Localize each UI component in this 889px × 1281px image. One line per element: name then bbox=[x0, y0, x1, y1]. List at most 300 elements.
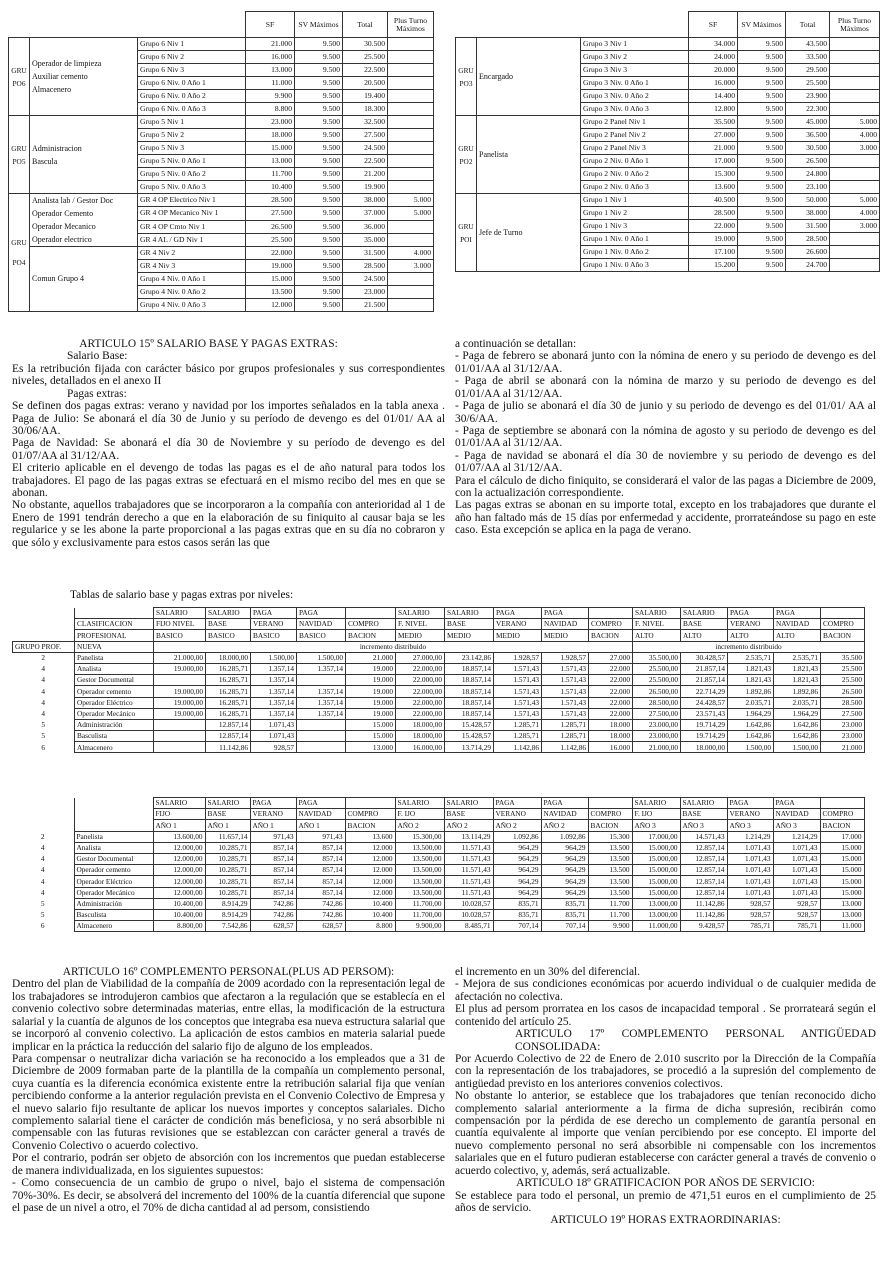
amount-cell bbox=[388, 129, 434, 142]
amount-cell: 9.500 bbox=[738, 38, 786, 51]
amount-cell: 8.800,00 bbox=[153, 921, 205, 932]
column-header: COMPRO bbox=[820, 809, 864, 820]
amount-cell: 16.285,71 bbox=[206, 708, 251, 719]
column-header: COMPRO bbox=[346, 619, 396, 630]
amount-cell: 50.000 bbox=[786, 194, 830, 207]
amount-cell: 25.500 bbox=[343, 51, 388, 64]
amount-cell: 12.857,14 bbox=[680, 865, 727, 876]
amount-cell: 19.900 bbox=[343, 181, 388, 194]
amount-cell: 15.300 bbox=[588, 831, 632, 842]
amount-cell: 19.400 bbox=[343, 90, 388, 103]
amount-cell: 36.500 bbox=[786, 129, 830, 142]
amount-cell: 13.000,00 bbox=[632, 909, 680, 920]
amount-cell: 9.500 bbox=[738, 181, 786, 194]
amount-cell: 19.000 bbox=[346, 708, 396, 719]
column-header: VERANO bbox=[727, 809, 773, 820]
amount-cell: 1.500,00 bbox=[728, 742, 774, 753]
amount-cell: 928,57 bbox=[773, 909, 820, 920]
amount-cell: 40.500 bbox=[689, 194, 738, 207]
amount-cell: 8.800 bbox=[345, 921, 395, 932]
amount-cell: 24.800 bbox=[786, 168, 830, 181]
amount-cell: 9.500 bbox=[295, 233, 343, 246]
column-header: BASE bbox=[444, 809, 493, 820]
group-number: 2 bbox=[13, 652, 75, 663]
amount-cell: 22.300 bbox=[786, 103, 830, 116]
amount-cell: 12.857,14 bbox=[206, 731, 251, 742]
amount-cell: 9.500 bbox=[738, 77, 786, 90]
column-header: ALTO bbox=[681, 630, 728, 641]
column-header: ALTO bbox=[774, 630, 821, 641]
job-name: Gestor Documental bbox=[75, 675, 154, 686]
amount-cell: 1.357,14 bbox=[297, 708, 346, 719]
amount-cell: 928,57 bbox=[727, 909, 773, 920]
amount-cell: 45.000 bbox=[786, 116, 830, 129]
amount-cell: 8.800 bbox=[246, 103, 295, 116]
amount-cell: 9.500 bbox=[295, 273, 343, 286]
amount-cell: 16.000 bbox=[246, 51, 295, 64]
amount-cell bbox=[388, 181, 434, 194]
header-row bbox=[13, 630, 865, 641]
amount-cell: 18.000,00 bbox=[396, 731, 445, 742]
column-header: SALARIO bbox=[153, 798, 205, 809]
amount-cell: 9.500 bbox=[738, 64, 786, 77]
amount-cell: 14.400 bbox=[689, 90, 738, 103]
group-number: 4 bbox=[13, 675, 75, 686]
header-row bbox=[12, 809, 864, 820]
amount-cell: 23.900 bbox=[786, 90, 830, 103]
column-header bbox=[345, 798, 395, 809]
column-header: FIJO bbox=[153, 809, 205, 820]
amount-cell: 15.000 bbox=[346, 719, 396, 730]
amount-cell: 9.500 bbox=[295, 181, 343, 194]
table-row bbox=[13, 719, 865, 730]
paragraph: No obstante lo anterior, se establece que los trabajadores que tenían reconocido dicho complemento salarial anteriormente a la firma de dicha supresión, recibirán como compensación por la pérdida de ese derecho un complemento de garantía personal en cuantía equivalente al importe que venían percibiendo por ese concepto. El importe del nuevo complemento personal no será absorbible ni compensable con los incrementos salariales que en el futuro pudieran establecerse con carácter general a través de convenio o acuerdo colectivo, y, además, será actualizable. bbox=[455, 1090, 876, 1177]
salary-years-table bbox=[12, 797, 865, 932]
amount-cell: 9.500 bbox=[738, 142, 786, 155]
amount-cell: 9.500 bbox=[295, 116, 343, 129]
column-header: BASE bbox=[445, 619, 494, 630]
description-line: Operador Mecanico bbox=[32, 222, 96, 231]
level-name: GR 4 OP Electrico Niv 1 bbox=[138, 194, 246, 207]
header-row bbox=[12, 820, 864, 831]
amount-cell: 857,14 bbox=[250, 876, 296, 887]
amount-cell: 1.071,43 bbox=[773, 865, 820, 876]
amount-cell: 17.000,00 bbox=[632, 831, 680, 842]
amount-cell: 835,71 bbox=[541, 909, 588, 920]
amount-cell bbox=[388, 64, 434, 77]
column-header: VERANO bbox=[251, 619, 297, 630]
amount-cell: 17.000 bbox=[820, 831, 864, 842]
job-name: Operador Mecánico bbox=[74, 887, 153, 898]
amount-cell: 9.500 bbox=[295, 299, 343, 312]
job-name: Administración bbox=[75, 719, 154, 730]
amount-cell: 928,57 bbox=[773, 898, 820, 909]
amount-cell: 785,71 bbox=[773, 921, 820, 932]
level-name: Grupo 3 Niv. 0 Año 3 bbox=[581, 103, 689, 116]
nueva-header: NUEVA bbox=[75, 641, 154, 652]
paragraph: Para el cálculo de dicho finiquito, se considerará el valor de las pagas a Diciembre de 2009, con la actualización correspondiente. bbox=[455, 474, 876, 500]
amount-cell: 12.000,00 bbox=[153, 876, 205, 887]
amount-cell: 13.000 bbox=[346, 742, 396, 753]
column-header: NAVIDAD bbox=[774, 619, 821, 630]
amount-cell: 27.500 bbox=[246, 207, 295, 220]
column-header bbox=[13, 630, 75, 641]
group-description bbox=[30, 116, 138, 194]
amount-cell: 18.300 bbox=[343, 103, 388, 116]
amount-cell: 964,29 bbox=[541, 865, 588, 876]
amount-cell: 9.500 bbox=[295, 90, 343, 103]
column-header: AÑO 2 bbox=[493, 820, 541, 831]
paragraph: - Paga de febrero se abonará junto con la nómina de enero y su periodo de devengo es del 01/01/AA al 31/12/AA. bbox=[455, 350, 876, 375]
paragraph: - Mejora de sus condiciones económicas por acuerdo individual o de cualquier medida de afectación no colectiva. bbox=[455, 978, 876, 1003]
level-name: Grupo 1 Niv 2 bbox=[581, 207, 689, 220]
amount-cell: 19.000 bbox=[346, 675, 396, 686]
amount-cell: 12.000,00 bbox=[153, 853, 205, 864]
amount-cell: 18.857,14 bbox=[445, 708, 494, 719]
amount-cell bbox=[154, 742, 206, 753]
column-header: SALARIO bbox=[444, 798, 493, 809]
group-number: 4 bbox=[13, 708, 75, 719]
amount-cell: 4.000 bbox=[388, 247, 434, 260]
amount-cell: 1.071,43 bbox=[773, 876, 820, 887]
level-name: Grupo 6 Niv. 0 Año 3 bbox=[138, 103, 246, 116]
column-header: AÑO 3 bbox=[632, 820, 680, 831]
amount-cell: 23.000,00 bbox=[633, 719, 681, 730]
amount-cell: 23.000 bbox=[821, 731, 865, 742]
amount-cell: 11.142,86 bbox=[680, 909, 727, 920]
column-header: BACION bbox=[588, 820, 632, 831]
level-name: Grupo 2 Panel Niv 1 bbox=[581, 116, 689, 129]
amount-cell: 22.000,00 bbox=[396, 675, 445, 686]
amount-cell: 971,43 bbox=[296, 831, 345, 842]
amount-cell: 15.428,57 bbox=[445, 719, 494, 730]
amount-cell: 11.700,00 bbox=[395, 909, 444, 920]
amount-cell: 24.000 bbox=[689, 51, 738, 64]
amount-cell: 11.700 bbox=[246, 168, 295, 181]
amount-cell: 628,57 bbox=[250, 921, 296, 932]
group-number: 5 bbox=[13, 719, 75, 730]
amount-cell: 1.928,57 bbox=[542, 652, 589, 663]
job-name: Almacenero bbox=[74, 921, 153, 932]
group-number: 4 bbox=[12, 865, 74, 876]
amount-cell: 35.000 bbox=[343, 233, 388, 246]
amount-cell bbox=[388, 142, 434, 155]
column-header: SALARIO bbox=[395, 798, 444, 809]
column-header: SV Máximos bbox=[738, 12, 786, 38]
level-name: Grupo 3 Niv 2 bbox=[581, 51, 689, 64]
amount-cell: 28.500 bbox=[689, 207, 738, 220]
amount-cell: 12.857,14 bbox=[680, 853, 727, 864]
paragraph: - Paga de julio se abonará el día 30 de junio y su periodo de devengo es del 01/01/ AA al 30/6/AA. bbox=[455, 400, 876, 425]
job-name: Analista bbox=[75, 663, 154, 674]
amount-cell: 16.000 bbox=[689, 77, 738, 90]
amount-cell: 25.500,00 bbox=[633, 663, 681, 674]
amount-cell: 9.500 bbox=[738, 90, 786, 103]
column-header: FIJO NIVEL bbox=[154, 619, 206, 630]
paragraph: Por Acuerdo Colectivo de 22 de Enero de 2.010 suscrito por la Dirección de la Compañía con la representación de los trabajadores, se procedió a la supresión del complemento de antigüedad previsto en los anteriores convenios colectivos. bbox=[455, 1052, 876, 1090]
table-row bbox=[456, 194, 880, 207]
amount-cell: 36.000 bbox=[343, 220, 388, 233]
column-header: AÑO 3 bbox=[773, 820, 820, 831]
amount-cell: 1.071,43 bbox=[727, 876, 773, 887]
amount-cell: 1.571,43 bbox=[494, 675, 542, 686]
blank-cell bbox=[456, 12, 689, 38]
amount-cell bbox=[154, 719, 206, 730]
amount-cell bbox=[830, 181, 880, 194]
amount-cell: 857,14 bbox=[296, 853, 345, 864]
level-name: GR 4 Niv 2 bbox=[138, 247, 246, 260]
amount-cell bbox=[830, 168, 880, 181]
amount-cell bbox=[388, 77, 434, 90]
amount-cell: 9.500 bbox=[295, 155, 343, 168]
amount-cell: 13.500,00 bbox=[395, 865, 444, 876]
amount-cell: 857,14 bbox=[250, 887, 296, 898]
table-row bbox=[12, 831, 864, 842]
description-line: Auxiliar cemento bbox=[32, 72, 88, 81]
description-line: Analista lab / Gestor Doc bbox=[32, 196, 114, 205]
amount-cell: 13.000 bbox=[246, 155, 295, 168]
amount-cell bbox=[388, 220, 434, 233]
group-number: 5 bbox=[13, 731, 75, 742]
amount-cell: 15.000 bbox=[246, 142, 295, 155]
amount-cell: 27.000,00 bbox=[396, 652, 445, 663]
amount-cell bbox=[830, 103, 880, 116]
job-name: Operador Mecánico bbox=[75, 708, 154, 719]
salary-table-groups-6-5-4 bbox=[8, 11, 434, 312]
amount-cell: 9.500 bbox=[738, 103, 786, 116]
amount-cell: 22.500 bbox=[343, 155, 388, 168]
amount-cell: 21.500 bbox=[343, 299, 388, 312]
amount-cell: 19.000 bbox=[689, 233, 738, 246]
amount-cell: 13.500 bbox=[588, 887, 632, 898]
level-name: GR 4 OP Mecanico Niv 1 bbox=[138, 207, 246, 220]
amount-cell: 1.285,71 bbox=[542, 719, 589, 730]
group-label: GRUPO4 bbox=[9, 194, 30, 312]
amount-cell: 19.714,29 bbox=[681, 731, 728, 742]
amount-cell: 15.000 bbox=[820, 853, 864, 864]
column-header: BASICO bbox=[154, 630, 206, 641]
paragraph: a continuación se detallan: bbox=[455, 338, 577, 350]
amount-cell: 1.071,43 bbox=[727, 842, 773, 853]
article-15-left bbox=[12, 338, 445, 549]
amount-cell: 1.964,29 bbox=[728, 708, 774, 719]
amount-cell: 707,14 bbox=[541, 921, 588, 932]
amount-cell: 15.300 bbox=[689, 168, 738, 181]
amount-cell: 2.035,71 bbox=[774, 697, 821, 708]
amount-cell bbox=[297, 675, 346, 686]
column-header bbox=[346, 608, 396, 619]
column-header: VERANO bbox=[493, 809, 541, 820]
amount-cell: 2.035,71 bbox=[728, 697, 774, 708]
group-label: GRUPO5 bbox=[9, 116, 30, 194]
column-header: BACION bbox=[821, 630, 865, 641]
amount-cell: 1.357,14 bbox=[297, 663, 346, 674]
amount-cell: 1.071,43 bbox=[727, 865, 773, 876]
level-name: Grupo 2 Niv. 0 Año 1 bbox=[581, 155, 689, 168]
amount-cell: 23.571,43 bbox=[681, 708, 728, 719]
group-label: GRUPO3 bbox=[456, 38, 477, 116]
amount-cell: 20.500 bbox=[343, 77, 388, 90]
amount-cell bbox=[830, 233, 880, 246]
amount-cell: 835,71 bbox=[493, 898, 541, 909]
level-name: Grupo 6 Niv 1 bbox=[138, 38, 246, 51]
column-header: SV Máximos bbox=[295, 12, 343, 38]
amount-cell: 15.000 bbox=[820, 876, 864, 887]
amount-cell: 1.071,43 bbox=[251, 719, 297, 730]
amount-cell: 9.900 bbox=[246, 90, 295, 103]
column-header: BASE bbox=[205, 809, 250, 820]
column-header bbox=[74, 798, 153, 809]
amount-cell: 13.714,29 bbox=[445, 742, 494, 753]
amount-cell: 37.000 bbox=[343, 207, 388, 220]
amount-cell bbox=[388, 103, 434, 116]
column-header: SALARIO bbox=[396, 608, 445, 619]
amount-cell: 22.000,00 bbox=[396, 663, 445, 674]
table-row bbox=[456, 38, 880, 51]
amount-cell: 12.000 bbox=[345, 887, 395, 898]
amount-cell bbox=[388, 155, 434, 168]
amount-cell: 25.500,00 bbox=[633, 675, 681, 686]
column-header: F. IJO bbox=[632, 809, 680, 820]
column-header: BASICO bbox=[297, 630, 346, 641]
amount-cell: 1.357,14 bbox=[251, 686, 297, 697]
amount-cell: 9.500 bbox=[738, 129, 786, 142]
level-name: Grupo 5 Niv. 0 Año 3 bbox=[138, 181, 246, 194]
amount-cell: 15.000,00 bbox=[632, 865, 680, 876]
wide-tables-caption: Tablas de salario base y pagas extras por niveles: bbox=[70, 589, 294, 601]
amount-cell: 19.000 bbox=[346, 663, 396, 674]
amount-cell: 30.500 bbox=[786, 142, 830, 155]
column-header: PAGA bbox=[727, 798, 773, 809]
amount-cell: 3.000 bbox=[830, 142, 880, 155]
amount-cell: 9.500 bbox=[738, 246, 786, 259]
paragraph: - Paga de navidad se abonará el día 30 de noviembre y su periodo de devengo es del 01/07/AA al 31/12/AA. bbox=[455, 449, 876, 475]
amount-cell: 13.500 bbox=[588, 876, 632, 887]
amount-cell: 13.000,00 bbox=[632, 898, 680, 909]
amount-cell: 29.500 bbox=[786, 64, 830, 77]
column-header: PAGA bbox=[774, 608, 821, 619]
amount-cell: 9.500 bbox=[738, 155, 786, 168]
amount-cell: 1.092,86 bbox=[541, 831, 588, 842]
amount-cell: 21.000 bbox=[246, 38, 295, 51]
column-header: AÑO 2 bbox=[395, 820, 444, 831]
amount-cell: 9.500 bbox=[738, 207, 786, 220]
column-header: NAVIDAD bbox=[542, 619, 589, 630]
amount-cell: 11.571,43 bbox=[444, 876, 493, 887]
amount-cell: 13.500,00 bbox=[395, 887, 444, 898]
article-15-right bbox=[455, 338, 876, 537]
amount-cell: 19.714,29 bbox=[681, 719, 728, 730]
amount-cell: 19.000 bbox=[346, 686, 396, 697]
amount-cell: 9.500 bbox=[295, 220, 343, 233]
amount-cell: 10.285,71 bbox=[205, 853, 250, 864]
table-row bbox=[12, 887, 864, 898]
amount-cell: 27.000 bbox=[689, 129, 738, 142]
column-header: AÑO 1 bbox=[250, 820, 296, 831]
paragraph: Por el contrario, podrán ser objeto de absorción con los incrementos que puedan establecerse de manera individualizada, en los siguientes supuestos: bbox=[12, 1152, 445, 1177]
column-header: BASE bbox=[680, 809, 727, 820]
paragraph: Paga de Navidad: Se abonará el día 30 de Noviembre y su período de devengo es del 01/07/AA al 31/12/AA. bbox=[12, 437, 445, 462]
amount-cell: 11.657,14 bbox=[205, 831, 250, 842]
amount-cell: 11.700 bbox=[588, 898, 632, 909]
amount-cell: 10.285,71 bbox=[205, 876, 250, 887]
article-16-title: ARTICULO 16º COMPLEMENTO PERSONAL(PLUS AD PERSOM): bbox=[62, 966, 395, 978]
table-row bbox=[9, 247, 434, 260]
group-description bbox=[30, 194, 138, 247]
amount-cell: 1.500,00 bbox=[774, 742, 821, 753]
column-header: Plus Turno Máximos bbox=[830, 12, 880, 38]
amount-cell: 19.000,00 bbox=[154, 708, 206, 719]
amount-cell: 16.285,71 bbox=[206, 675, 251, 686]
amount-cell: 18.000,00 bbox=[206, 652, 251, 663]
column-header: SALARIO bbox=[445, 608, 494, 619]
amount-cell bbox=[154, 731, 206, 742]
amount-cell: 857,14 bbox=[250, 853, 296, 864]
group-number: 5 bbox=[12, 898, 74, 909]
amount-cell: 12.000 bbox=[345, 865, 395, 876]
level-name: Grupo 1 Niv. 0 Año 3 bbox=[581, 259, 689, 272]
column-header: Plus Turno Máximos bbox=[388, 12, 434, 38]
amount-cell: 1.357,14 bbox=[297, 697, 346, 708]
amount-cell: 9.500 bbox=[738, 220, 786, 233]
amount-cell: 742,86 bbox=[250, 909, 296, 920]
amount-cell bbox=[388, 51, 434, 64]
amount-cell: 22.000 bbox=[246, 247, 295, 260]
amount-cell: 18.857,14 bbox=[445, 675, 494, 686]
amount-cell: 17.000 bbox=[689, 155, 738, 168]
amount-cell bbox=[154, 675, 206, 686]
column-header: Total bbox=[786, 12, 830, 38]
column-header bbox=[12, 798, 74, 809]
level-name: Grupo 4 Niv. 0 Año 1 bbox=[138, 273, 246, 286]
column-header bbox=[820, 798, 864, 809]
amount-cell: 9.500 bbox=[295, 194, 343, 207]
amount-cell: 18.000,00 bbox=[681, 742, 728, 753]
group-label: GRUPO6 bbox=[9, 38, 30, 116]
amount-cell bbox=[830, 259, 880, 272]
paragraph: El criterio aplicable en el devengo de todas las pagas es el de año natural para todos los trabajadores. El pago de las pagas extras se efectuará en el mismo recibo del mes en que se abonan. bbox=[12, 462, 445, 500]
description-line: Administracion bbox=[32, 143, 82, 153]
amount-cell: 13.000 bbox=[820, 898, 864, 909]
job-name: Panelista bbox=[74, 831, 153, 842]
column-header bbox=[589, 608, 633, 619]
amount-cell: 1.071,43 bbox=[727, 853, 773, 864]
description-line: Operador de limpieza bbox=[32, 59, 102, 68]
amount-cell: 15.000 bbox=[820, 887, 864, 898]
amount-cell: 9.500 bbox=[295, 38, 343, 51]
amount-cell: 964,29 bbox=[541, 853, 588, 864]
increment-note: incremento distribuido bbox=[633, 641, 865, 652]
amount-cell: 9.500 bbox=[295, 207, 343, 220]
level-name: Grupo 5 Niv 2 bbox=[138, 129, 246, 142]
amount-cell: 15.000,00 bbox=[632, 887, 680, 898]
column-header: F. NIVEL bbox=[633, 619, 681, 630]
level-name: Grupo 3 Niv 3 bbox=[581, 64, 689, 77]
amount-cell: 11.571,43 bbox=[444, 853, 493, 864]
amount-cell: 1.285,71 bbox=[494, 731, 542, 742]
amount-cell: 11.000 bbox=[820, 921, 864, 932]
amount-cell: 1.571,43 bbox=[542, 697, 589, 708]
group-number: 4 bbox=[13, 663, 75, 674]
column-header: PAGA bbox=[773, 798, 820, 809]
amount-cell: 16.000 bbox=[589, 742, 633, 753]
amount-cell: 12.000,00 bbox=[153, 842, 205, 853]
amount-cell bbox=[388, 286, 434, 299]
group-description bbox=[477, 116, 581, 194]
table-row bbox=[12, 921, 864, 932]
amount-cell bbox=[830, 90, 880, 103]
amount-cell: 23.000 bbox=[343, 286, 388, 299]
